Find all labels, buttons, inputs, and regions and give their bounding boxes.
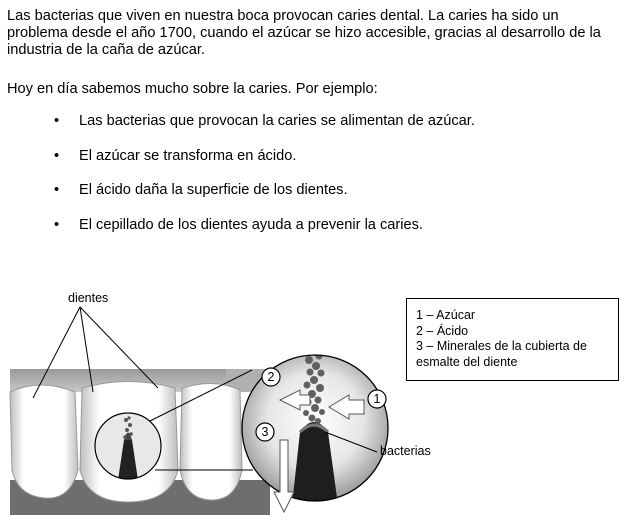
- bullet-marker: •: [54, 217, 60, 233]
- bullet-marker: •: [54, 148, 60, 164]
- marker-3: 3: [261, 425, 269, 439]
- bullet-text: Las bacterias que provocan la caries se alimentan de azúcar.: [79, 113, 475, 129]
- bullet-text: El cepillado de los dientes ayuda a prevenir la caries.: [79, 217, 423, 233]
- bullet-text: El ácido daña la superficie de los dientes.: [79, 182, 348, 198]
- label-bacteria: bacterias: [380, 444, 431, 458]
- marker-1: 1: [373, 392, 381, 406]
- legend-item: 3 – Minerales de la cubierta de esmalte del diente: [416, 339, 587, 369]
- bullet-text: El azúcar se transforma en ácido.: [79, 148, 297, 164]
- legend-box: [406, 298, 619, 381]
- bullet-marker: •: [54, 113, 60, 129]
- tooth-left: [10, 385, 78, 498]
- legend-item: 1 – Azúcar: [416, 308, 476, 322]
- intro-paragraph: Las bacterias que viven en nuestra boca provocan caries dental. La caries ha sido un problema desde el año 1700, cuando el azúcar se hizo accesible, gracias al desarrollo de la industria de la caña de azúcar.: [7, 8, 601, 58]
- legend-item: 2 – Ácido: [416, 323, 469, 338]
- label-teeth: dientes: [68, 291, 109, 305]
- marker-2: 2: [267, 370, 275, 384]
- bullet-marker: •: [54, 182, 60, 198]
- lead-sentence: Hoy en día sabemos mucho sobre la caries. Por ejemplo:: [7, 81, 378, 97]
